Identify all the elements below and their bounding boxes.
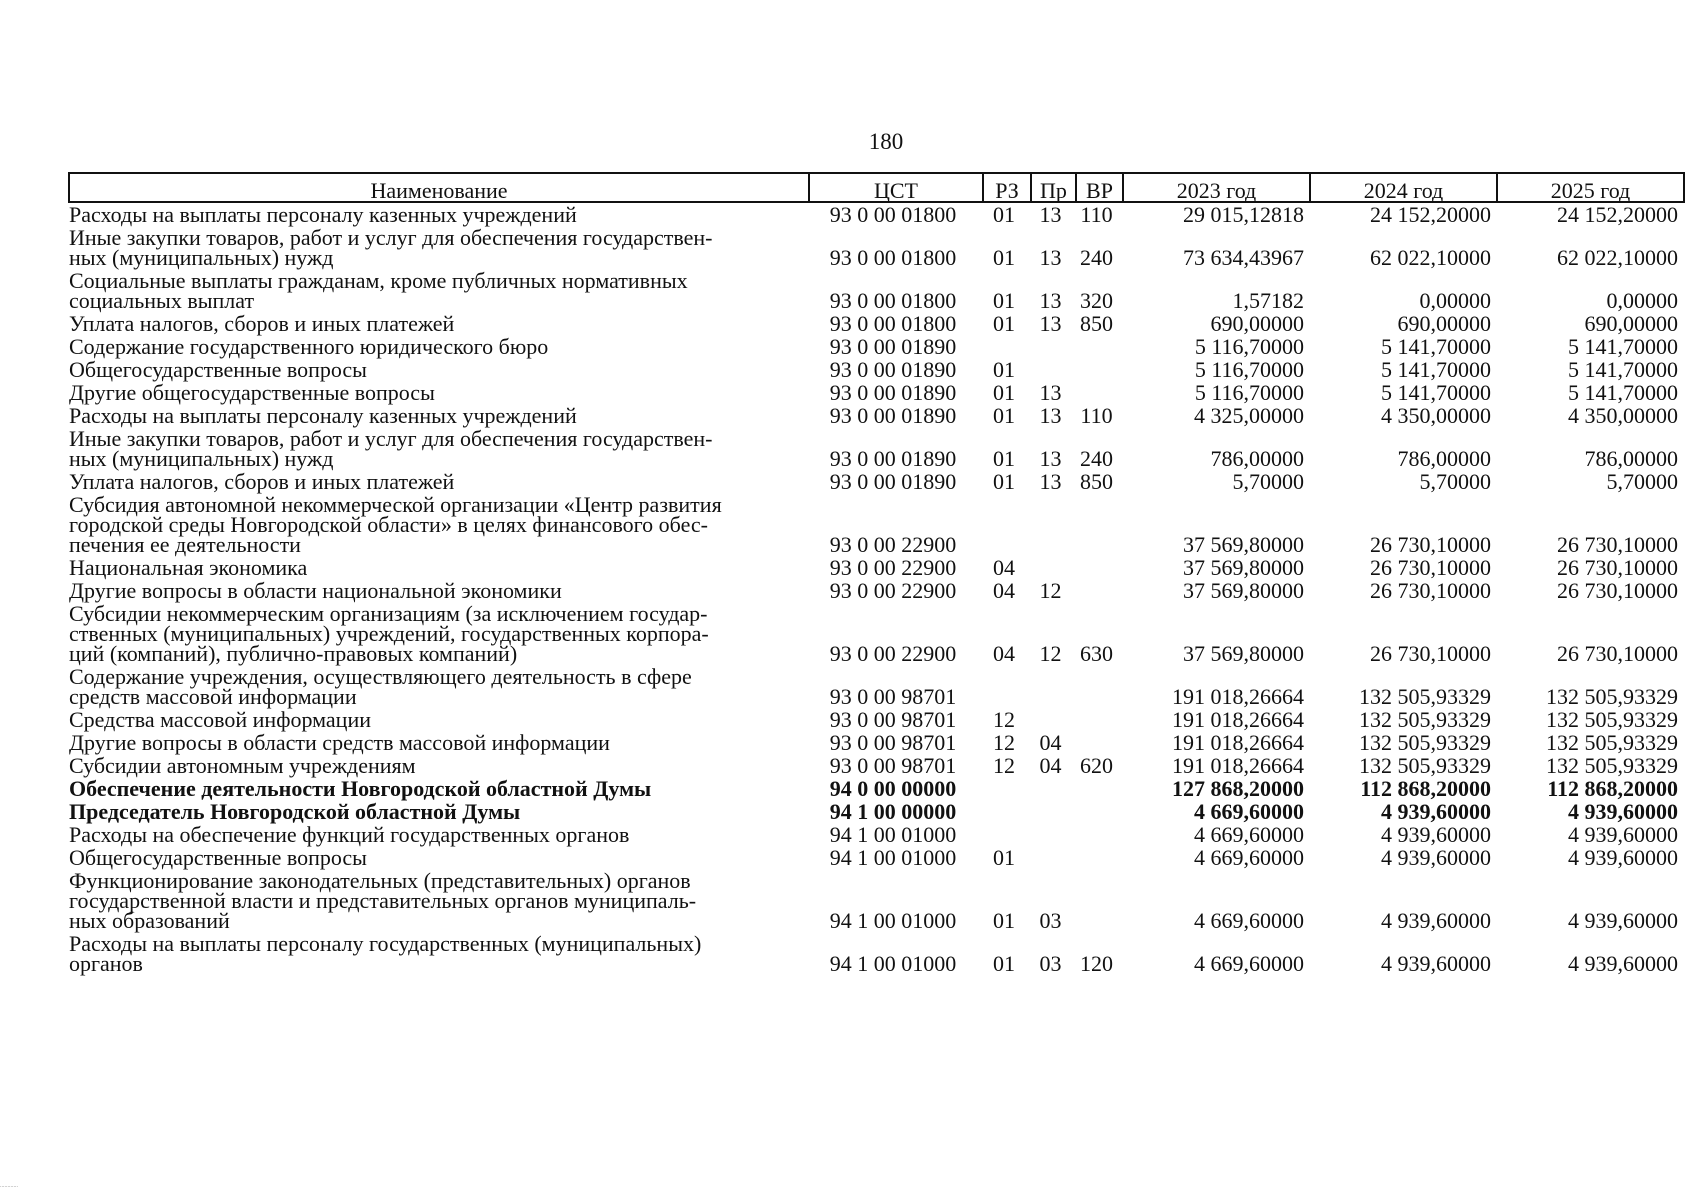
row-vr: 110 [1080, 403, 1113, 428]
row-name: Общегосударственные вопросы [69, 357, 367, 382]
row-value-2023: 4 669,60000 [1194, 845, 1304, 870]
row-vr [1076, 381, 1123, 404]
row-rz: 01 [993, 446, 1015, 471]
row-value-2023: 5,70000 [1232, 469, 1304, 494]
row-value-2025: 112 868,20000 [1547, 776, 1678, 801]
row-rz: 04 [993, 555, 1015, 580]
row-value-2025: 4 939,60000 [1568, 822, 1678, 847]
page-number: 180 [868, 129, 904, 154]
header-rz: РЗ [983, 173, 1031, 202]
row-value-2025: 4 350,00000 [1568, 403, 1678, 428]
row-value-2024: 26 730,10000 [1370, 641, 1491, 666]
row-name: Средства массовой информации [69, 707, 371, 732]
row-pr: 13 [1039, 202, 1062, 227]
row-pr [1031, 777, 1076, 800]
row-vr: 240 [1080, 245, 1113, 270]
row-rz [983, 777, 1031, 800]
row-pr: 13 [1039, 288, 1062, 313]
row-cst: 93 0 00 01890 [829, 334, 957, 359]
row-name: Другие вопросы в области средств массовой информации [69, 730, 610, 755]
row-rz: 01 [993, 845, 1015, 870]
row-rz: 01 [993, 380, 1015, 405]
row-pr [1031, 335, 1076, 358]
row-value-2024: 4 939,60000 [1381, 822, 1491, 847]
row-rz: 01 [993, 469, 1015, 494]
table-row [69, 556, 1684, 579]
row-rz: 01 [993, 311, 1015, 336]
row-pr [1031, 493, 1076, 556]
row-cst: 93 0 00 98701 [829, 707, 957, 732]
row-rz [983, 335, 1031, 358]
row-vr [1076, 800, 1123, 823]
row-name: Иные закупки товаров, работ и услуг для обеспечения государствен- ных (муниципальных) нужд [69, 225, 713, 270]
row-cst: 93 0 00 22900 [829, 641, 957, 666]
row-rz [983, 800, 1031, 823]
row-rz [983, 823, 1031, 846]
row-name: Расходы на выплаты персоналу казенных учреждений [69, 202, 577, 227]
row-value-2023: 73 634,43967 [1183, 245, 1304, 270]
table-row [69, 932, 1684, 975]
row-cst: 93 0 00 98701 [829, 753, 957, 778]
row-name: Субсидия автономной некоммерческой организации «Центр развития городской среды Новгородской области» в целях финансового обес- печения ее деятельности [69, 492, 722, 557]
table-row [69, 869, 1684, 932]
header-2025: 2025 год [1497, 173, 1684, 202]
row-vr [1076, 823, 1123, 846]
row-rz: 01 [993, 403, 1015, 428]
row-value-2023: 4 669,60000 [1194, 822, 1304, 847]
row-value-2024: 4 939,60000 [1381, 799, 1491, 824]
row-value-2025: 0,00000 [1606, 288, 1678, 313]
row-vr: 240 [1080, 446, 1113, 471]
row-pr: 04 [1039, 753, 1062, 778]
row-vr [1076, 556, 1123, 579]
row-rz: 12 [993, 707, 1015, 732]
table-row [69, 358, 1684, 381]
row-pr [1031, 823, 1076, 846]
row-value-2024: 0,00000 [1419, 288, 1491, 313]
row-pr: 13 [1039, 311, 1062, 336]
table-row [69, 800, 1684, 823]
row-pr: 13 [1039, 446, 1062, 471]
row-value-2023: 37 569,80000 [1183, 555, 1304, 580]
row-pr: 13 [1039, 380, 1062, 405]
table-row [69, 754, 1684, 777]
table-row [69, 269, 1684, 312]
row-rz: 12 [993, 753, 1015, 778]
table-row [69, 470, 1684, 493]
row-value-2025: 132 505,93329 [1546, 753, 1678, 778]
row-pr: 13 [1039, 469, 1062, 494]
row-value-2023: 5 116,70000 [1194, 334, 1304, 359]
row-name: Общегосударственные вопросы [69, 845, 367, 870]
row-rz: 01 [993, 357, 1015, 382]
row-value-2023: 191 018,26664 [1172, 684, 1304, 709]
row-name: Национальная экономика [69, 555, 308, 580]
row-pr [1031, 358, 1076, 381]
row-cst: 93 0 00 22900 [829, 532, 957, 557]
row-value-2024: 26 730,10000 [1370, 555, 1491, 580]
row-value-2023: 5 116,70000 [1194, 380, 1304, 405]
row-name: Председатель Новгородской областной Думы [69, 799, 521, 824]
table-row [69, 602, 1684, 665]
row-pr [1031, 708, 1076, 731]
row-value-2024: 26 730,10000 [1370, 578, 1491, 603]
row-cst: 94 0 00 00000 [829, 776, 957, 801]
row-cst: 93 0 00 01890 [829, 446, 957, 471]
row-value-2024: 5,70000 [1419, 469, 1491, 494]
table-row [69, 202, 1684, 226]
row-vr [1076, 731, 1123, 754]
row-value-2025: 5 141,70000 [1568, 357, 1678, 382]
table-row [69, 777, 1684, 800]
row-name: Содержание учреждения, осуществляющего деятельность в сфере средств массовой информации [69, 664, 692, 709]
row-value-2025: 690,00000 [1584, 311, 1678, 336]
row-value-2025: 132 505,93329 [1546, 684, 1678, 709]
row-vr: 120 [1080, 951, 1113, 976]
row-vr: 850 [1080, 469, 1113, 494]
row-value-2024: 690,00000 [1397, 311, 1491, 336]
row-value-2023: 4 669,60000 [1194, 908, 1304, 933]
row-value-2025: 24 152,20000 [1557, 202, 1678, 227]
row-cst: 94 1 00 01000 [829, 908, 957, 933]
row-pr: 03 [1039, 951, 1062, 976]
table-row [69, 226, 1684, 269]
row-value-2023: 4 325,00000 [1194, 403, 1304, 428]
row-vr [1076, 335, 1123, 358]
row-name: Субсидии некоммерческим организациям (за исключением государ- ственных (муниципальных) учреждений, государственных корпора- ций (компаний), публично-правовых компаний) [69, 601, 709, 666]
table-row [69, 665, 1684, 708]
table-row [69, 335, 1684, 358]
row-value-2025: 4 939,60000 [1568, 799, 1678, 824]
row-name: Расходы на обеспечение функций государственных органов [69, 822, 630, 847]
row-value-2024: 5 141,70000 [1381, 357, 1491, 382]
row-value-2025: 26 730,10000 [1557, 641, 1678, 666]
row-value-2025: 26 730,10000 [1557, 578, 1678, 603]
row-value-2025: 26 730,10000 [1557, 555, 1678, 580]
row-vr [1076, 777, 1123, 800]
table-row [69, 731, 1684, 754]
row-vr [1076, 493, 1123, 556]
row-value-2023: 37 569,80000 [1183, 578, 1304, 603]
row-cst: 93 0 00 01800 [829, 288, 957, 313]
row-value-2023: 127 868,20000 [1172, 776, 1304, 801]
row-value-2023: 191 018,26664 [1172, 753, 1304, 778]
row-vr [1076, 708, 1123, 731]
row-pr: 04 [1039, 730, 1062, 755]
table-row [69, 846, 1684, 869]
row-value-2024: 4 939,60000 [1381, 845, 1491, 870]
table-row [69, 493, 1684, 556]
row-value-2023: 191 018,26664 [1172, 730, 1304, 755]
row-value-2024: 4 350,00000 [1381, 403, 1491, 428]
row-value-2024: 5 141,70000 [1381, 334, 1491, 359]
table-header-row [69, 173, 1684, 202]
row-value-2025: 132 505,93329 [1546, 730, 1678, 755]
row-pr: 13 [1039, 403, 1062, 428]
row-value-2025: 5,70000 [1606, 469, 1678, 494]
row-value-2025: 786,00000 [1584, 446, 1678, 471]
row-cst: 94 1 00 01000 [829, 845, 957, 870]
row-vr [1076, 358, 1123, 381]
table-row [69, 579, 1684, 602]
row-value-2023: 786,00000 [1210, 446, 1304, 471]
table-row [69, 381, 1684, 404]
row-value-2024: 132 505,93329 [1359, 730, 1491, 755]
row-value-2024: 132 505,93329 [1359, 753, 1491, 778]
row-value-2023: 37 569,80000 [1183, 532, 1304, 557]
row-cst: 93 0 00 01800 [829, 202, 957, 227]
row-vr: 620 [1080, 753, 1113, 778]
table-row [69, 708, 1684, 731]
row-value-2024: 5 141,70000 [1381, 380, 1491, 405]
row-name: Иные закупки товаров, работ и услуг для обеспечения государствен- ных (муниципальных) нужд [69, 426, 713, 471]
row-name: Другие вопросы в области национальной экономики [69, 578, 562, 603]
row-rz: 12 [993, 730, 1015, 755]
row-vr [1076, 846, 1123, 869]
row-name: Содержание государственного юридического бюро [69, 334, 549, 359]
row-value-2024: 132 505,93329 [1359, 684, 1491, 709]
row-pr: 12 [1039, 578, 1062, 603]
corner-mark: ............ [0, 1183, 18, 1189]
row-value-2024: 786,00000 [1397, 446, 1491, 471]
row-vr: 110 [1080, 202, 1113, 227]
row-name: Функционирование законодательных (представительных) органов государственной власти и представительных органов муниципаль- ных образований [69, 868, 697, 933]
row-name: Обеспечение деятельности Новгородской областной Думы [69, 776, 652, 801]
row-vr: 850 [1080, 311, 1113, 336]
row-cst: 93 0 00 01890 [829, 380, 957, 405]
table-row [69, 312, 1684, 335]
row-cst: 93 0 00 22900 [829, 578, 957, 603]
row-pr: 12 [1039, 641, 1062, 666]
row-value-2025: 4 939,60000 [1568, 845, 1678, 870]
row-vr: 320 [1080, 288, 1113, 313]
row-value-2024: 24 152,20000 [1370, 202, 1491, 227]
row-value-2025: 62 022,10000 [1557, 245, 1678, 270]
table-row [69, 427, 1684, 470]
row-value-2023: 1,57182 [1232, 288, 1304, 313]
row-cst: 93 0 00 22900 [829, 555, 957, 580]
row-value-2024: 62 022,10000 [1370, 245, 1491, 270]
row-cst: 94 1 00 01000 [829, 822, 957, 847]
row-cst: 93 0 00 01800 [829, 311, 957, 336]
header-2024: 2024 год [1310, 173, 1497, 202]
row-cst: 93 0 00 98701 [829, 684, 957, 709]
budget-table [68, 172, 1685, 975]
row-value-2025: 4 939,60000 [1568, 908, 1678, 933]
row-value-2024: 26 730,10000 [1370, 532, 1491, 557]
row-vr: 630 [1080, 641, 1113, 666]
row-value-2025: 26 730,10000 [1557, 532, 1678, 557]
row-vr [1076, 665, 1123, 708]
row-value-2023: 4 669,60000 [1194, 799, 1304, 824]
row-name: Уплата налогов, сборов и иных платежей [69, 469, 455, 494]
row-rz [983, 493, 1031, 556]
header-cst: ЦСТ [809, 173, 983, 202]
header-2023: 2023 год [1123, 173, 1310, 202]
row-rz: 01 [993, 951, 1015, 976]
row-value-2024: 132 505,93329 [1359, 707, 1491, 732]
row-value-2023: 29 015,12818 [1183, 202, 1304, 227]
row-value-2023: 690,00000 [1210, 311, 1304, 336]
row-value-2023: 4 669,60000 [1194, 951, 1304, 976]
row-value-2023: 5 116,70000 [1194, 357, 1304, 382]
header-vr: ВР [1076, 173, 1123, 202]
row-cst: 93 0 00 01800 [829, 245, 957, 270]
row-value-2024: 112 868,20000 [1360, 776, 1491, 801]
row-rz: 01 [993, 245, 1015, 270]
row-name: Другие общегосударственные вопросы [69, 380, 435, 405]
row-name: Уплата налогов, сборов и иных платежей [69, 311, 455, 336]
row-vr [1076, 579, 1123, 602]
header-name: Наименование [69, 173, 809, 202]
row-rz [983, 665, 1031, 708]
header-pr: Пр [1031, 173, 1076, 202]
row-value-2025: 132 505,93329 [1546, 707, 1678, 732]
row-name: Расходы на выплаты персоналу казенных учреждений [69, 403, 577, 428]
row-cst: 93 0 00 01890 [829, 403, 957, 428]
row-value-2023: 191 018,26664 [1172, 707, 1304, 732]
row-cst: 93 0 00 01890 [829, 469, 957, 494]
row-rz: 01 [993, 288, 1015, 313]
row-value-2025: 4 939,60000 [1568, 951, 1678, 976]
row-rz: 04 [993, 641, 1015, 666]
table-body [69, 202, 1684, 975]
row-name: Субсидии автономным учреждениям [69, 753, 416, 778]
row-pr [1031, 556, 1076, 579]
row-name: Социальные выплаты гражданам, кроме публичных нормативных социальных выплат [69, 268, 688, 313]
row-value-2024: 4 939,60000 [1381, 908, 1491, 933]
table-row [69, 404, 1684, 427]
row-value-2025: 5 141,70000 [1568, 334, 1678, 359]
row-rz: 04 [993, 578, 1015, 603]
row-cst: 93 0 00 98701 [829, 730, 957, 755]
row-cst: 93 0 00 01890 [829, 357, 957, 382]
table-row [69, 823, 1684, 846]
row-vr [1076, 869, 1123, 932]
row-value-2023: 37 569,80000 [1183, 641, 1304, 666]
row-pr [1031, 800, 1076, 823]
row-pr [1031, 665, 1076, 708]
row-rz: 01 [993, 908, 1015, 933]
row-name: Расходы на выплаты персоналу государственных (муниципальных) органов [69, 931, 702, 976]
row-cst: 94 1 00 00000 [829, 799, 957, 824]
row-pr [1031, 846, 1076, 869]
row-value-2024: 4 939,60000 [1381, 951, 1491, 976]
row-cst: 94 1 00 01000 [829, 951, 957, 976]
row-rz: 01 [993, 202, 1015, 227]
row-value-2025: 5 141,70000 [1568, 380, 1678, 405]
row-pr: 03 [1039, 908, 1062, 933]
row-pr: 13 [1039, 245, 1062, 270]
